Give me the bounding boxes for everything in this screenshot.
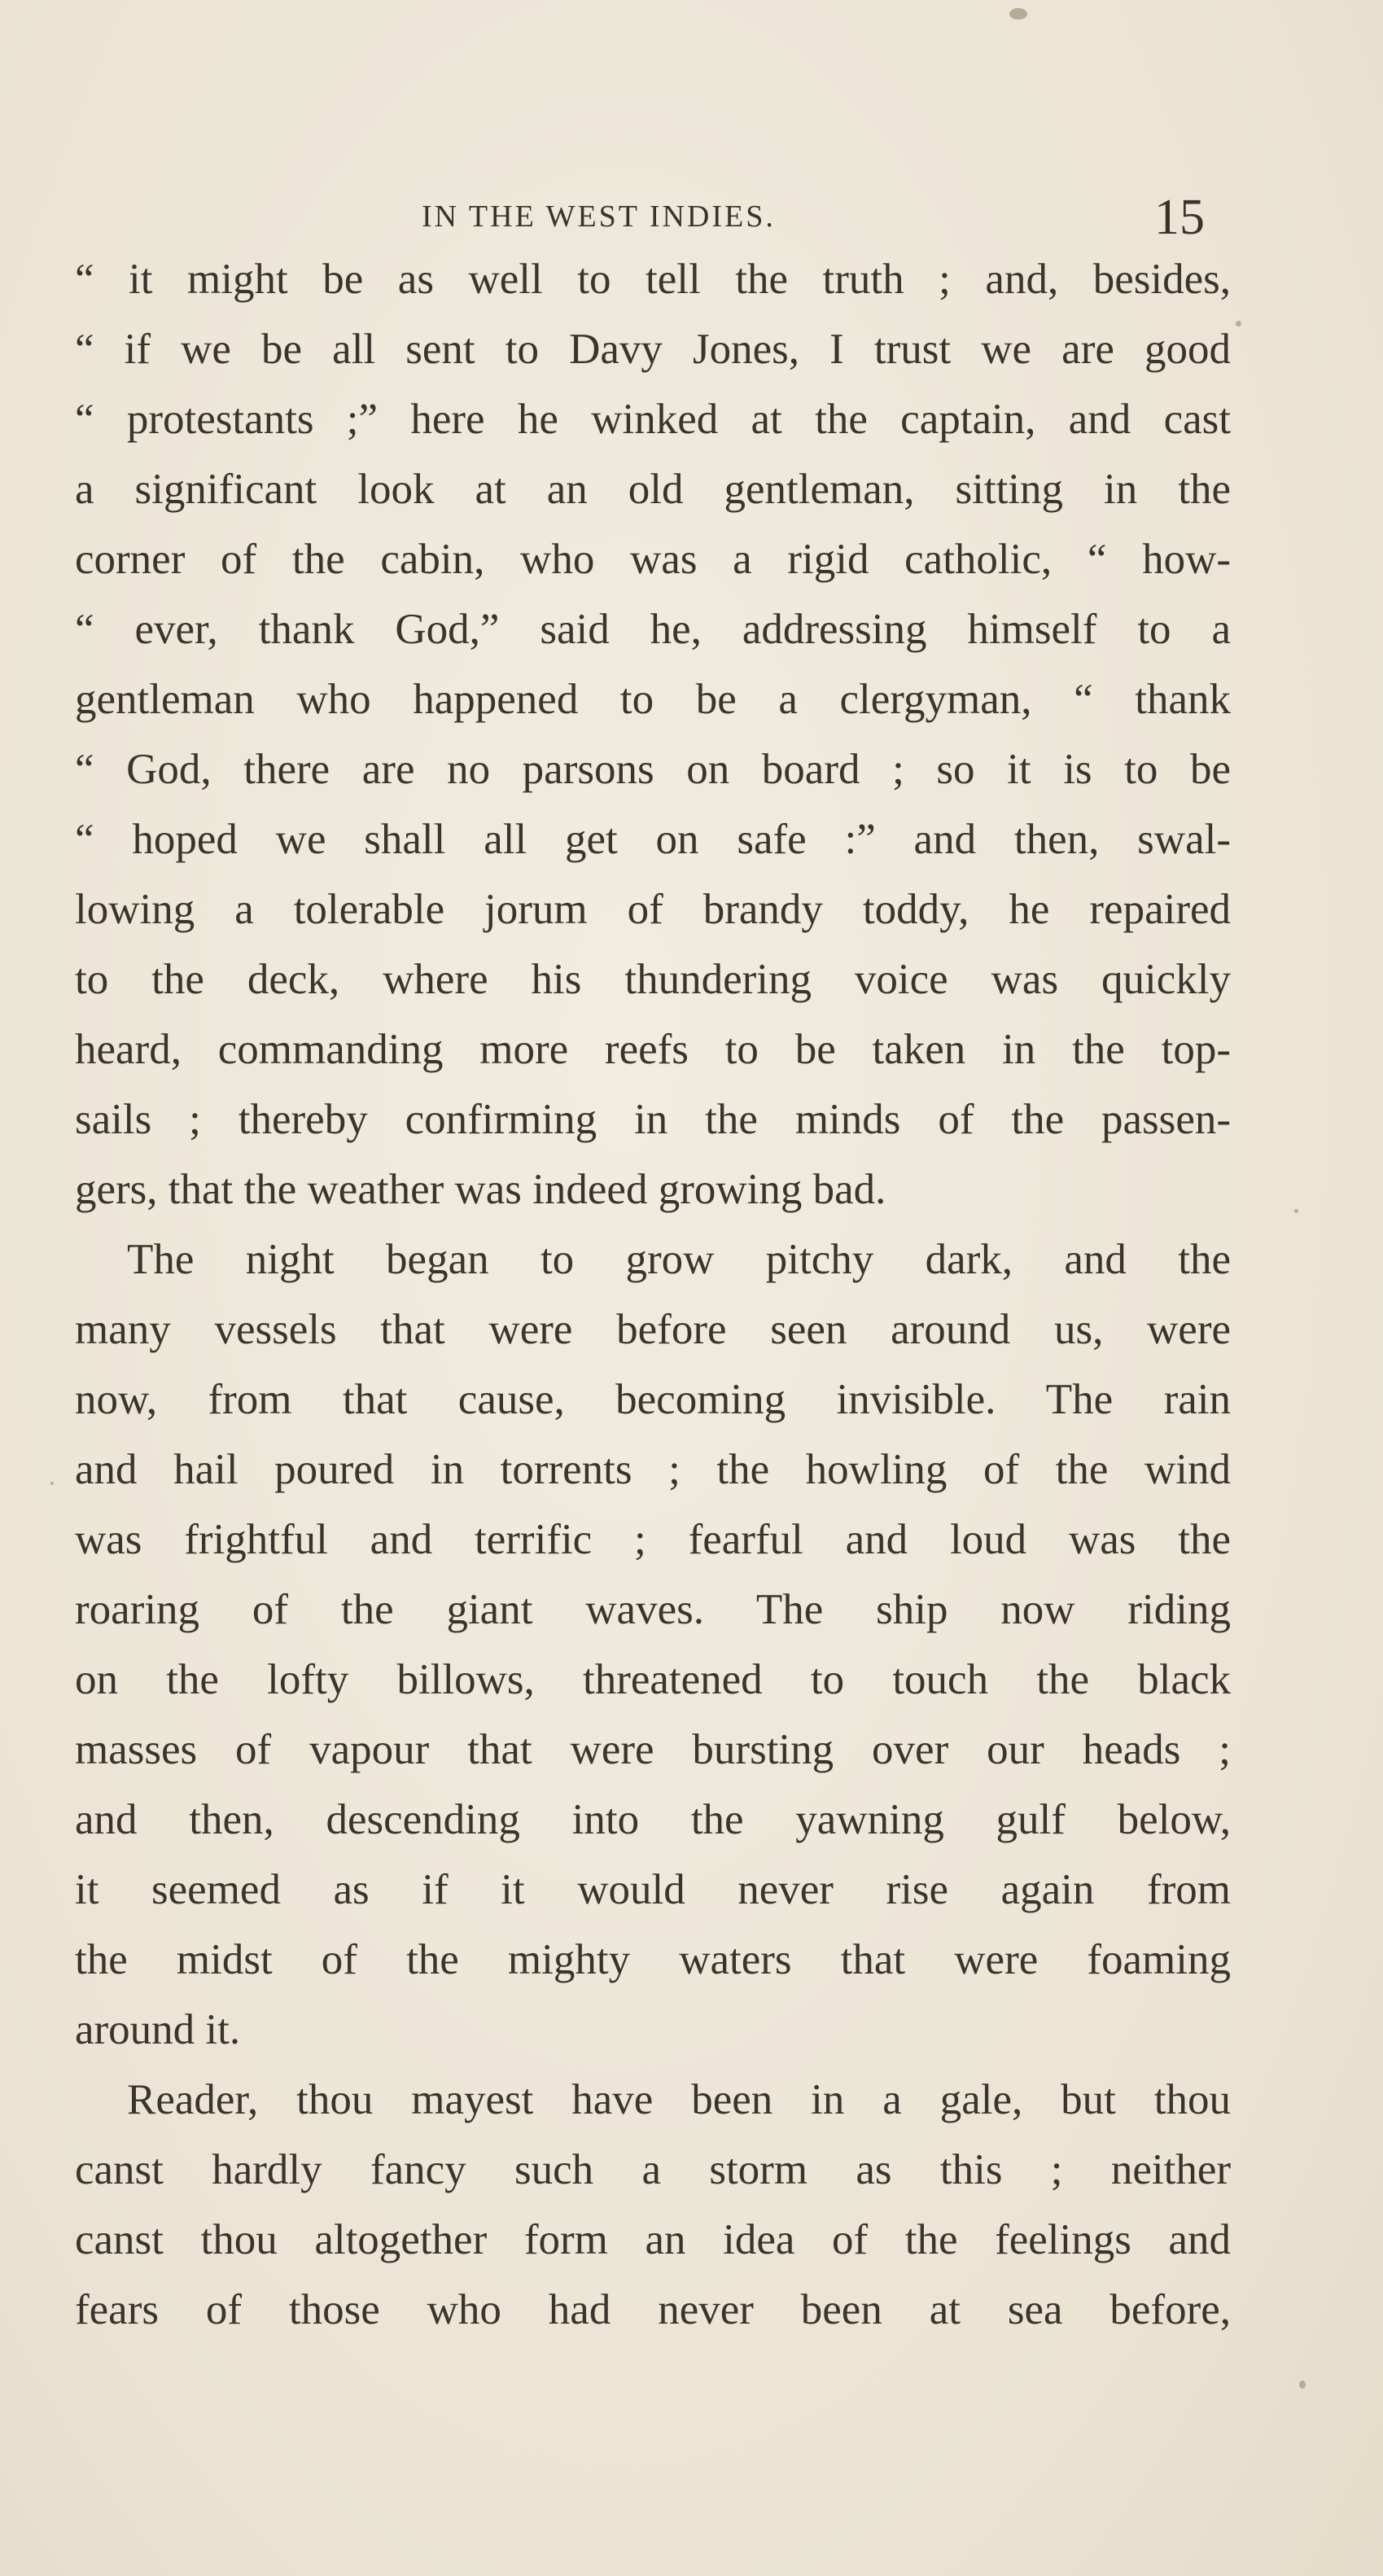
text-line: to the deck, where his thundering voice was quickly [75, 956, 1231, 1003]
paper-speck [50, 1482, 54, 1485]
text-line: “ ever, thank God,” said he, addressing himself to a [75, 606, 1231, 653]
text-line: roaring of the giant waves. The ship now riding [75, 1586, 1231, 1633]
running-title: IN THE WEST INDIES. [422, 199, 776, 234]
text-line: “ it might be as well to tell the truth ; and, besides, [75, 256, 1231, 303]
text-line: “ protestants ;” here he winked at the captain, and cast [75, 396, 1231, 443]
paper-speck [1294, 1209, 1298, 1213]
text-line: a significant look at an old gentleman, sitting in the [75, 466, 1231, 513]
text-line: sails ; thereby confirming in the minds of the passen- [75, 1096, 1231, 1143]
text-line: now, from that cause, becoming invisible. The rain [75, 1376, 1231, 1423]
text-line: and hail poured in torrents ; the howling of the wind [75, 1446, 1231, 1493]
text-line: canst hardly fancy such a storm as this ; neither [75, 2146, 1231, 2193]
text-line: corner of the cabin, who was a rigid catholic, “ how- [75, 536, 1231, 583]
text-line: The night began to grow pitchy dark, and the [127, 1236, 1231, 1283]
page-number: 15 [1154, 190, 1205, 245]
text-line: “ God, there are no parsons on board ; so it is to be [75, 746, 1231, 793]
paper-speck [1009, 8, 1027, 20]
text-line: was frightful and terrific ; fearful and loud was the [75, 1516, 1231, 1563]
text-line: and then, descending into the yawning gulf below, [75, 1796, 1231, 1843]
text-line: fears of those who had never been at sea before, [75, 2286, 1231, 2333]
text-line: “ hoped we shall all get on safe :” and then, swal- [75, 816, 1231, 863]
text-line: gentleman who happened to be a clergyman, “ thank [75, 676, 1231, 723]
text-line: “ if we be all sent to Davy Jones, I trust we are good [75, 326, 1231, 373]
text-line: the midst of the mighty waters that were foaming [75, 1936, 1231, 1983]
text-line: canst thou altogether form an idea of the feelings and [75, 2216, 1231, 2263]
text-line: gers, that the weather was indeed growing bad. [75, 1166, 886, 1213]
text-line: many vessels that were before seen around us, were [75, 1306, 1231, 1353]
text-line: on the lofty billows, threatened to touch the black [75, 1656, 1231, 1703]
text-line: around it. [75, 2006, 241, 2053]
body-text [75, 244, 1231, 2345]
paper-speck [1299, 2381, 1306, 2389]
text-line: heard, commanding more reefs to be taken in the top- [75, 1026, 1231, 1073]
text-line: lowing a tolerable jorum of brandy toddy, he repaired [75, 886, 1231, 933]
paper-speck [1236, 321, 1241, 326]
text-line: it seemed as if it would never rise again from [75, 1866, 1231, 1913]
text-line: masses of vapour that were bursting over our heads ; [75, 1726, 1231, 1773]
text-line: Reader, thou mayest have been in a gale, but thou [127, 2076, 1231, 2123]
